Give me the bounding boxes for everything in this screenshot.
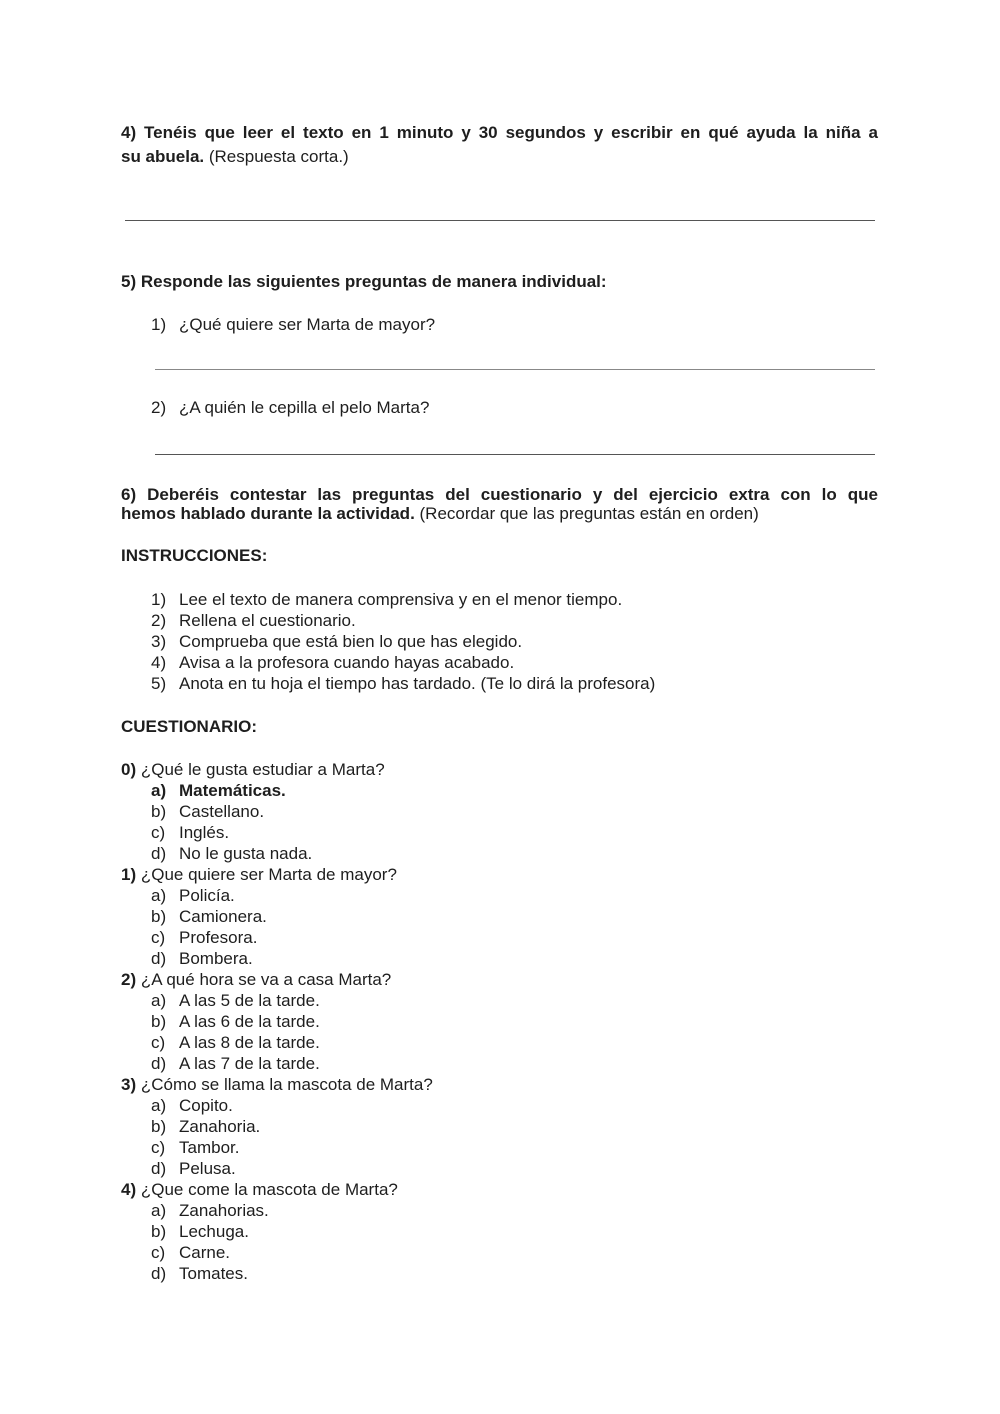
- instruction-item: [151, 631, 655, 652]
- quiz-option-text: Copito.: [179, 1096, 233, 1115]
- q6-prompt-line1: 6) Deberéis contestar las preguntas del cuestionario y del ejercicio extra con lo que: [121, 485, 878, 504]
- quiz-body: [121, 759, 433, 1284]
- quiz-option-text: Bombera.: [179, 949, 253, 968]
- quiz-option[interactable]: [121, 822, 433, 843]
- quiz-option-letter: a): [151, 781, 167, 800]
- instructions-list: [151, 589, 655, 694]
- quiz-option[interactable]: [121, 1263, 433, 1284]
- quiz-option-text: Matemáticas.: [179, 781, 286, 800]
- quiz-option-text: Inglés.: [179, 823, 230, 842]
- quiz-question-text: ¿Que come la mascota de Marta?: [136, 1180, 398, 1199]
- quiz-option[interactable]: [121, 843, 433, 864]
- q5-answer-line-1[interactable]: [155, 369, 875, 370]
- quiz-option-text: A las 8 de la tarde.: [179, 1033, 320, 1052]
- instruction-text: Avisa a la profesora cuando hayas acabado.: [179, 653, 515, 672]
- quiz-option-letter: c): [151, 928, 166, 947]
- quiz-option[interactable]: [121, 1032, 433, 1053]
- instruction-num: 4): [151, 653, 167, 672]
- quiz-question-num: 3): [121, 1075, 137, 1094]
- q5-item-2-num: 2): [151, 398, 167, 417]
- quiz-option[interactable]: [121, 1200, 433, 1221]
- quiz-option-text: A las 6 de la tarde.: [179, 1012, 320, 1031]
- quiz-option-text: Pelusa.: [179, 1159, 236, 1178]
- q4-prompt-note: (Respuesta corta.): [204, 147, 349, 166]
- quiz-option[interactable]: [121, 948, 433, 969]
- q5-item-1: [151, 314, 435, 335]
- quiz-option-letter: b): [151, 1117, 167, 1136]
- quiz-question-text: ¿Qué le gusta estudiar a Marta?: [136, 760, 385, 779]
- instruction-item: [151, 673, 655, 694]
- quiz-option-letter: d): [151, 844, 167, 863]
- q6-prompt-note: (Recordar que las preguntas están en orden): [414, 504, 759, 523]
- quiz-question-num: 2): [121, 970, 137, 989]
- instruction-item: [151, 610, 655, 631]
- quiz-question-3: [121, 1074, 433, 1095]
- quiz-question-2: [121, 969, 433, 990]
- q4-prompt-line1: 4) Tenéis que leer el texto en 1 minuto y 30 segundos y escribir en qué ayuda la niña a: [121, 123, 878, 142]
- quiz-option-text: Tambor.: [179, 1138, 240, 1157]
- quiz-option[interactable]: [121, 801, 433, 822]
- quiz-option-text: A las 5 de la tarde.: [179, 991, 320, 1010]
- q6-prompt-line2: [121, 503, 759, 524]
- quiz-option-letter: d): [151, 1054, 167, 1073]
- quiz-option-text: Profesora.: [179, 928, 258, 947]
- quiz-option-letter: c): [151, 1138, 166, 1157]
- quiz-question-num: 1): [121, 865, 137, 884]
- quiz-option-text: Zanahorias.: [179, 1201, 269, 1220]
- quiz-title: CUESTIONARIO:: [121, 717, 257, 736]
- quiz-option-letter: c): [151, 823, 166, 842]
- instruction-num: 2): [151, 611, 167, 630]
- q5-item-1-num: 1): [151, 315, 167, 334]
- instruction-num: 1): [151, 590, 167, 609]
- quiz-option[interactable]: [121, 1116, 433, 1137]
- quiz-option-letter: d): [151, 949, 167, 968]
- q6-prompt-bold: hemos hablado durante la actividad.: [121, 504, 415, 523]
- quiz-option-letter: c): [151, 1243, 166, 1262]
- q4-prompt-line2: [121, 146, 349, 167]
- quiz-option-text: Tomates.: [179, 1264, 248, 1283]
- quiz-option-letter: a): [151, 991, 167, 1010]
- quiz-option-letter: b): [151, 802, 167, 821]
- quiz-option-letter: d): [151, 1264, 167, 1283]
- instruction-num: 5): [151, 674, 167, 693]
- quiz-question-0: [121, 759, 433, 780]
- quiz-option[interactable]: [121, 1095, 433, 1116]
- quiz-question-text: ¿Que quiere ser Marta de mayor?: [136, 865, 397, 884]
- q4-answer-line[interactable]: [125, 220, 875, 221]
- quiz-option-letter: a): [151, 1096, 167, 1115]
- quiz-option[interactable]: [121, 885, 433, 906]
- instruction-item: [151, 589, 655, 610]
- quiz-option[interactable]: [121, 1137, 433, 1158]
- quiz-option-letter: b): [151, 907, 167, 926]
- quiz-option-correct[interactable]: [121, 780, 433, 801]
- quiz-question-1: [121, 864, 433, 885]
- quiz-option[interactable]: [121, 1158, 433, 1179]
- instruction-num: 3): [151, 632, 167, 651]
- quiz-question-text: ¿A qué hora se va a casa Marta?: [136, 970, 392, 989]
- quiz-question-text: ¿Cómo se llama la mascota de Marta?: [136, 1075, 433, 1094]
- instruction-text: Rellena el cuestionario.: [179, 611, 356, 630]
- q5-item-2-text: ¿A quién le cepilla el pelo Marta?: [179, 398, 430, 417]
- quiz-question-num: 0): [121, 760, 137, 779]
- quiz-option-letter: a): [151, 886, 167, 905]
- quiz-option-text: Carne.: [179, 1243, 231, 1262]
- quiz-option-text: No le gusta nada.: [179, 844, 313, 863]
- instruction-text: Anota en tu hoja el tiempo has tardado. (Te lo dirá la profesora): [179, 674, 656, 693]
- quiz-option-text: Zanahoria.: [179, 1117, 261, 1136]
- q4-prompt-bold: su abuela.: [121, 147, 205, 166]
- quiz-option-letter: b): [151, 1012, 167, 1031]
- quiz-option-text: Camionera.: [179, 907, 267, 926]
- quiz-option-letter: a): [151, 1201, 167, 1220]
- instruction-text: Lee el texto de manera comprensiva y en el menor tiempo.: [179, 590, 623, 609]
- quiz-option[interactable]: [121, 1242, 433, 1263]
- quiz-option-letter: d): [151, 1159, 167, 1178]
- instruction-text: Comprueba que está bien lo que has elegido.: [179, 632, 523, 651]
- quiz-option[interactable]: [121, 1011, 433, 1032]
- instructions-title: INSTRUCCIONES:: [121, 546, 268, 565]
- quiz-option[interactable]: [121, 906, 433, 927]
- quiz-option[interactable]: [121, 1221, 433, 1242]
- quiz-option[interactable]: [121, 927, 433, 948]
- q5-answer-line-2[interactable]: [155, 454, 875, 455]
- quiz-option-letter: c): [151, 1033, 166, 1052]
- instruction-item: [151, 652, 655, 673]
- q5-item-2: [151, 397, 429, 418]
- quiz-option-text: Castellano.: [179, 802, 265, 821]
- quiz-option-letter: b): [151, 1222, 167, 1241]
- quiz-question-num: 4): [121, 1180, 137, 1199]
- quiz-option[interactable]: [121, 1053, 433, 1074]
- quiz-question-4: [121, 1179, 433, 1200]
- quiz-option-text: Policía.: [179, 886, 235, 905]
- quiz-option[interactable]: [121, 990, 433, 1011]
- quiz-option-text: A las 7 de la tarde.: [179, 1054, 320, 1073]
- quiz-option-text: Lechuga.: [179, 1222, 249, 1241]
- q5-item-1-text: ¿Qué quiere ser Marta de mayor?: [179, 315, 436, 334]
- q5-title: 5) Responde las siguientes preguntas de manera individual:: [121, 272, 607, 291]
